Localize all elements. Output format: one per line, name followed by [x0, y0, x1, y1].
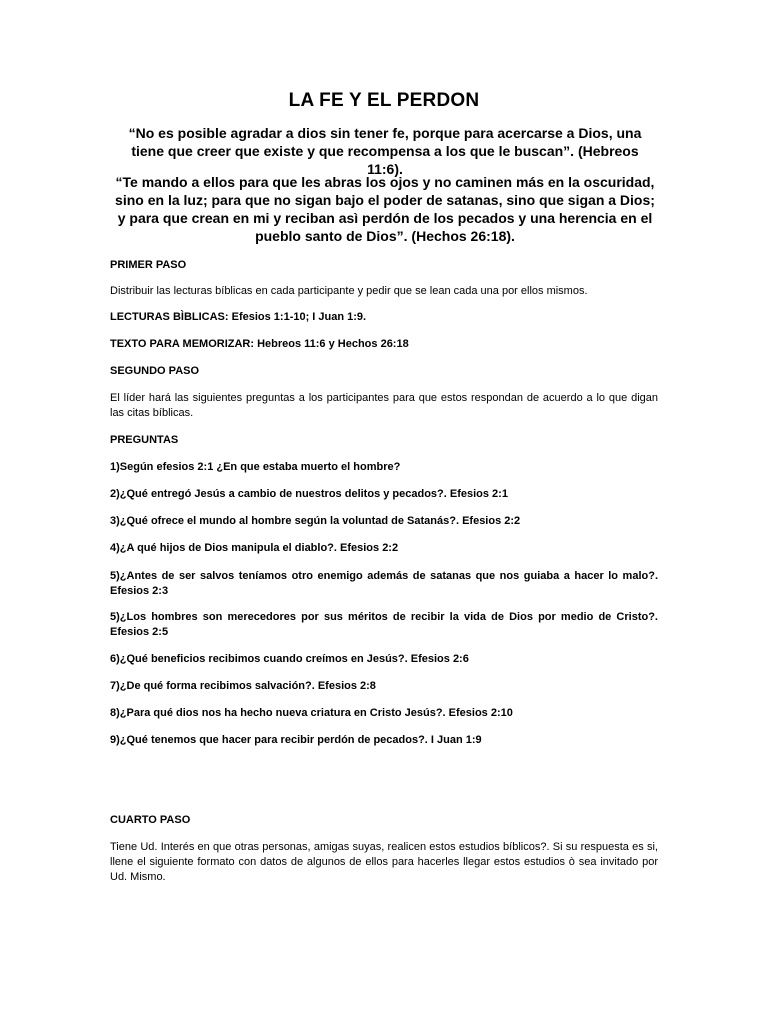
segundo-paso-text: El líder hará las siguientes preguntas a los participantes para que estos respondan de acuerdo a lo que digan las citas bíblicas.	[110, 392, 658, 419]
pregunta-item: 4)¿A qué hijos de Dios manipula el diablo?. Efesios 2:2	[110, 542, 399, 554]
pregunta-item: 6)¿Qué beneficios recibimos cuando creímos en Jesús?. Efesios 2:6	[110, 653, 469, 665]
pregunta-item: 5)¿Los hombres son merecedores por sus méritos de recibir la vida de Dios por medio de Cristo?. Efesios 2:5	[110, 611, 658, 638]
pregunta-item: 9)¿Qué tenemos que hacer para recibir perdón de pecados?. I Juan 1:9	[110, 734, 482, 746]
cuarto-paso-heading: CUARTO PASO	[110, 814, 191, 826]
lecturas-biblicas: LECTURAS BÌBLICAS: Efesios 1:1-10; I Juan 1:9.	[110, 311, 367, 323]
primer-paso-heading: PRIMER PASO	[110, 259, 187, 271]
pregunta-item: 8)¿Para qué dios nos ha hecho nueva criatura en Cristo Jesús?. Efesios 2:10	[110, 707, 513, 719]
primer-paso-text: Distribuir las lecturas bíblicas en cada participante y pedir que se lean cada una por ellos mismos.	[110, 285, 588, 297]
cuarto-paso-text: Tiene Ud. Interés en que otras personas, amigas suyas, realicen estos estudios bíblicos?. Si su respuesta es si, llene el siguiente formato con datos de algunos de ellos para hacerles llegar estos estudios ò sea invitado por Ud. Mismo.	[110, 841, 658, 883]
pregunta-item: 3)¿Qué ofrece el mundo al hombre según la voluntad de Satanás?. Efesios 2:2	[110, 515, 521, 527]
segundo-paso-heading: SEGUNDO PASO	[110, 365, 200, 377]
document-title: LA FE Y EL PERDON	[288, 90, 480, 111]
pregunta-item: 2)¿Qué entregó Jesús a cambio de nuestros delitos y pecados?. Efesios 2:1	[110, 488, 508, 500]
pregunta-item: 7)¿De qué forma recibimos salvación?. Efesios 2:8	[110, 680, 376, 692]
quote-hechos: “Te mando a ellos para que les abras los ojos y no caminen más en la oscuridad, sino en la luz; para que no sigan bajo el poder de satanas, sino que sigan a Dios; y para que crean en mi y reciban asì perdón de los pecados y una herencia en el pueblo santo de Dios”. (Hechos 26:18).	[115, 174, 655, 244]
pregunta-item: 1)Según efesios 2:1 ¿En que estaba muerto el hombre?	[110, 461, 401, 473]
preguntas-heading: PREGUNTAS	[110, 434, 179, 446]
pregunta-item: 5)¿Antes de ser salvos teníamos otro enemigo además de satanas que nos guiaba a hacer lo malo?. Efesios 2:3	[110, 570, 658, 597]
texto-memorizar: TEXTO PARA MEMORIZAR: Hebreos 11:6 y Hechos 26:18	[110, 338, 409, 350]
quote-hebreos: “No es posible agradar a dios sin tener fe, porque para acercarse a Dios, una tiene que creer que existe y que recompensa a los que le buscan”. (Hebreos 11:6).	[128, 125, 642, 177]
